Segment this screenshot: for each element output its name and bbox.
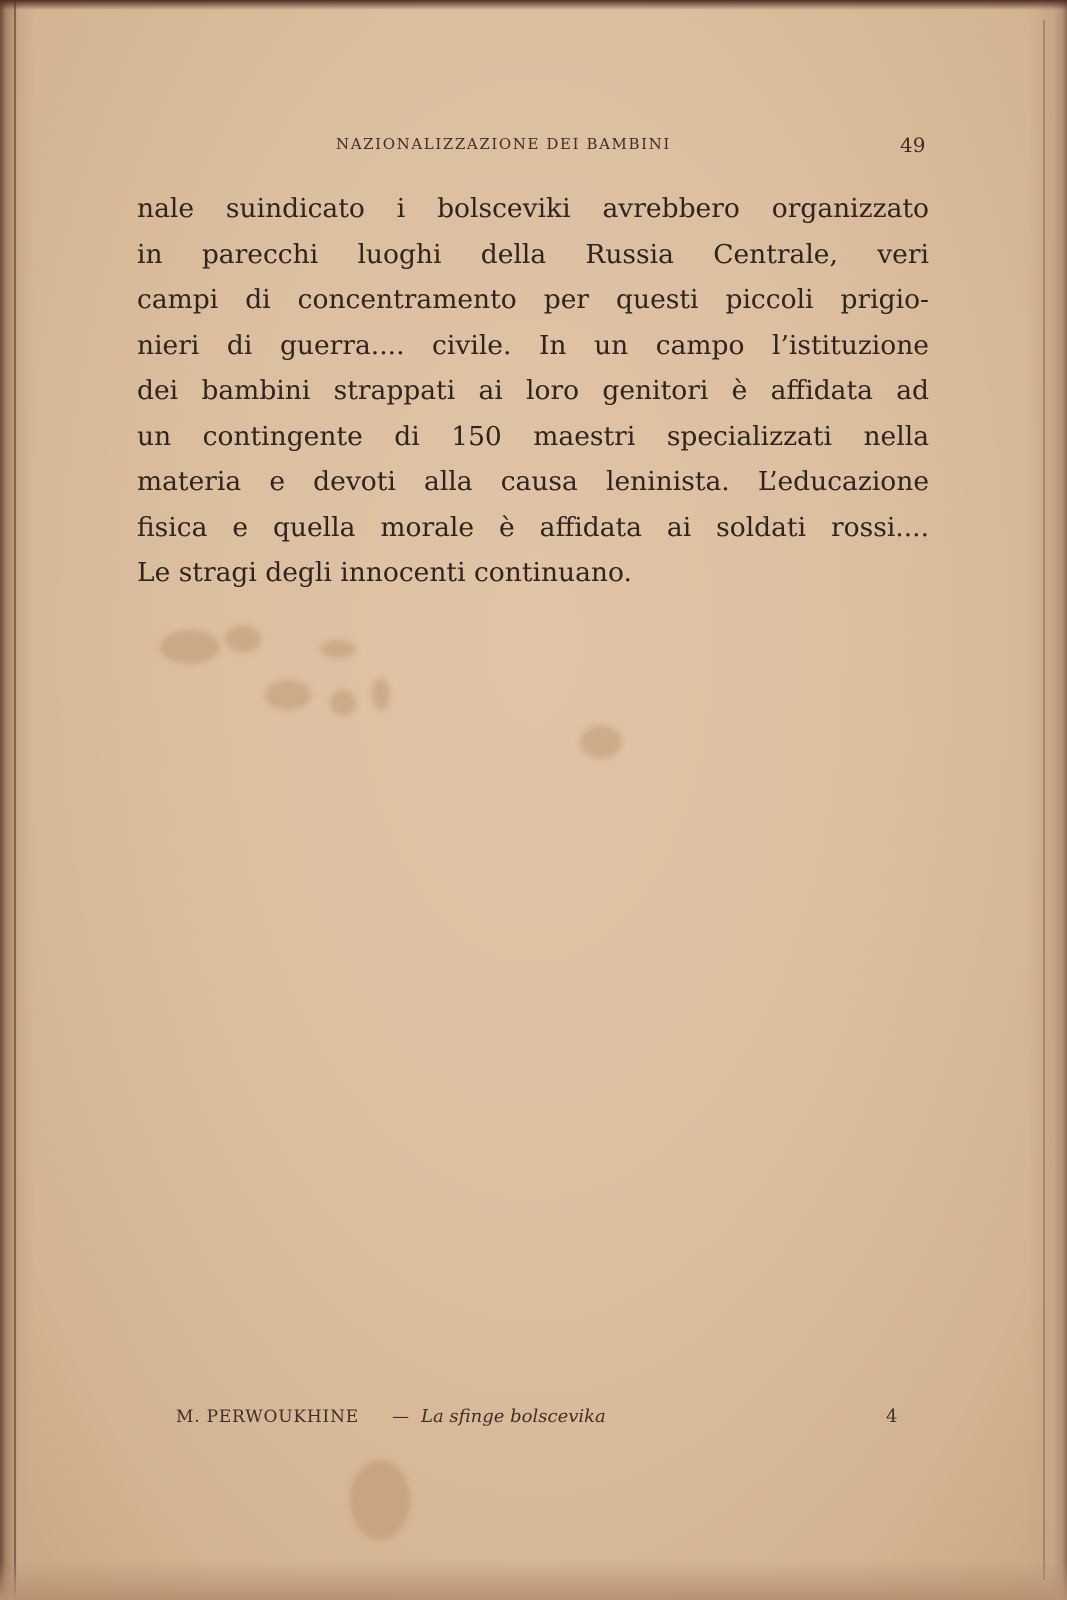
paper-stain (372, 678, 390, 710)
page-edge-line (1043, 20, 1045, 1580)
text-line: Le stragi degli innocenti continuano. (137, 557, 632, 588)
text-line: nieri di guerra.... civile. In un campo l’istituzione (137, 329, 929, 361)
running-title: NAZIONALIZZAZIONE DEI BAMBINI (336, 135, 671, 153)
page-edge-bottom (0, 1560, 1067, 1600)
paper-stain (225, 625, 261, 653)
page-edge-right (1027, 0, 1067, 1600)
text-line: materia e devoti alla causa leninista. L’educazione (137, 466, 929, 497)
text-line: nale suindicato i bolsceviki avrebbero organizzato (137, 193, 929, 224)
text-line: dei bambini strappati ai loro genitori è affidata ad (137, 375, 929, 406)
binding-line (14, 0, 16, 1600)
text-line: un contingente di 150 maestri specializzati nella (137, 420, 929, 452)
body-paragraph (137, 186, 929, 596)
page-binding-shadow (0, 0, 34, 1600)
footer-book-title: La sfinge bolscevika (421, 1406, 606, 1427)
text-line: in parecchi luoghi della Russia Centrale, veri (137, 238, 929, 270)
signature-footer (0, 1407, 1067, 1431)
paper-stain (330, 690, 356, 716)
paper-stain (350, 1460, 410, 1540)
page-edge-top (0, 0, 1067, 10)
signature-mark: 4 (886, 1406, 898, 1427)
paper-stain (160, 630, 220, 664)
paper-stain (320, 640, 356, 658)
paper-stain (580, 725, 622, 759)
paper-stain (265, 680, 311, 710)
page-number: 49 (900, 133, 926, 157)
text-line: fisica e quella morale è affidata ai soldati rossi.... (137, 511, 929, 543)
text-line: campi di concentramento per questi piccoli prigio- (137, 284, 929, 315)
footer-separator: — (392, 1407, 409, 1427)
running-header (0, 133, 1067, 157)
footer-author: M. PERWOUKHINE (176, 1407, 359, 1427)
